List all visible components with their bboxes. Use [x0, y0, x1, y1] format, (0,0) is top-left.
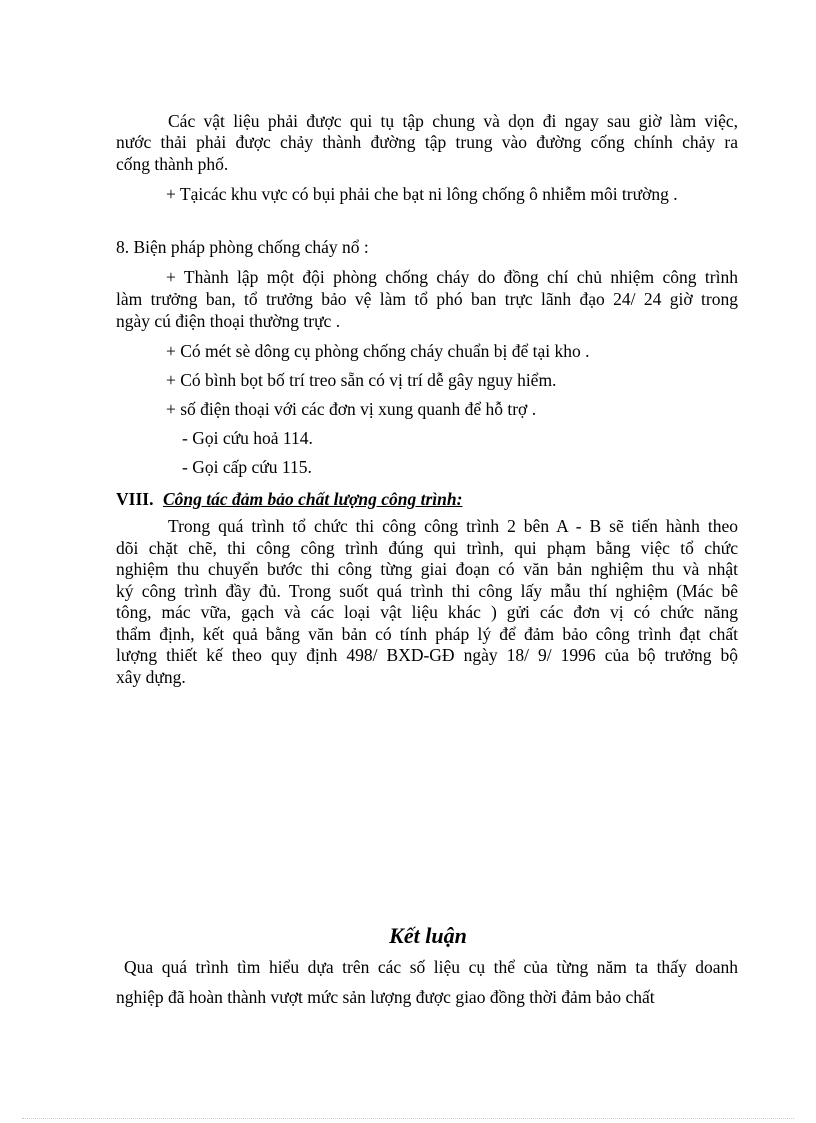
quality-para-line-4: ký công trình đầy đủ. Trong suốt quá trình thi công lấy mẫu thí nghiệm (Mác bê: [116, 581, 738, 601]
conclusion-line-2: nghiệp đã hoàn thành vượt mức sản lượng được giao đồng thời đảm bảo chất: [116, 987, 655, 1007]
quality-para-line-2: dõi chặt chẽ, thi công công trình đúng qui trình, qui phạm bằng việc tổ chức: [116, 538, 738, 558]
dust-bullet: + Tạicác khu vực có bụi phải che bạt ni lông chống ô nhiễm môi trường .: [166, 184, 678, 204]
fire-bullet1-line-2: làm trưởng ban, tổ trưởng bảo vệ làm tổ phó ban trực lãnh đạo 24/ 24 giờ trong: [116, 289, 738, 309]
quality-para-line-1: Trong quá trình tổ chức thi công công trình 2 bên A - B sẽ tiến hành theo: [168, 516, 738, 536]
quality-para-line-3: nghiệm thu chuyển bước thi công từng giai đoạn có văn bản nghiệm thu và nhật: [116, 559, 738, 579]
env-paragraph-line-1: Các vật liệu phải được qui tụ tập chung và dọn đi ngay sau giờ làm việc,: [168, 111, 738, 131]
conclusion-line-1: Qua quá trình tìm hiểu dựa trên các số liệu cụ thể của từng năm ta thấy doanh: [124, 957, 738, 977]
fire-bullet3: + Có bình bọt bố trí treo sẵn có vị trí dễ gây nguy hiểm.: [166, 370, 557, 390]
page-bottom-divider: [22, 1118, 794, 1119]
conclusion-title: Kết luận: [389, 923, 467, 948]
fire-section-title: 8. Biện pháp phòng chống cháy nổ :: [116, 237, 369, 257]
fire-bullet1-line-3: ngày cú điện thoại thường trực .: [116, 311, 341, 331]
fire-bullet2: + Có mét sè dông cụ phòng chống cháy chuẩn bị để tại kho .: [166, 341, 590, 361]
env-paragraph-line-3: cống thành phố.: [116, 154, 229, 174]
quality-section-title: Công tác đảm bảo chất lượng công trình:: [163, 489, 463, 509]
env-paragraph-line-2: nước thải phải được chảy thành đường tập trung vào đường cống chính chảy ra: [116, 132, 738, 152]
quality-para-line-7: lượng thiết kế theo quy định 498/ BXD-GĐ ngày 18/ 9/ 1996 của bộ trưởng bộ: [116, 645, 738, 665]
quality-para-line-6: thẩm định, kết quả bằng văn bản có tính pháp lý để đảm bảo công trình đạt chất: [116, 624, 738, 644]
phone-fire: - Gọi cứu hoả 114.: [182, 428, 313, 448]
fire-bullet4: + số điện thoại với các đơn vị xung quanh để hỗ trợ .: [166, 399, 537, 419]
fire-bullet1-line-1: + Thành lập một đội phòng chống cháy do đồng chí chủ nhiệm công trình: [166, 267, 738, 287]
quality-section-number: VIII.: [116, 489, 154, 509]
phone-emergency: - Gọi cấp cứu 115.: [182, 457, 312, 477]
quality-para-line-5: tông, mác vữa, gạch và các loại vật liệu khác ) gửi các đơn vị có chức năng: [116, 602, 738, 622]
quality-para-line-8: xây dựng.: [116, 667, 186, 687]
